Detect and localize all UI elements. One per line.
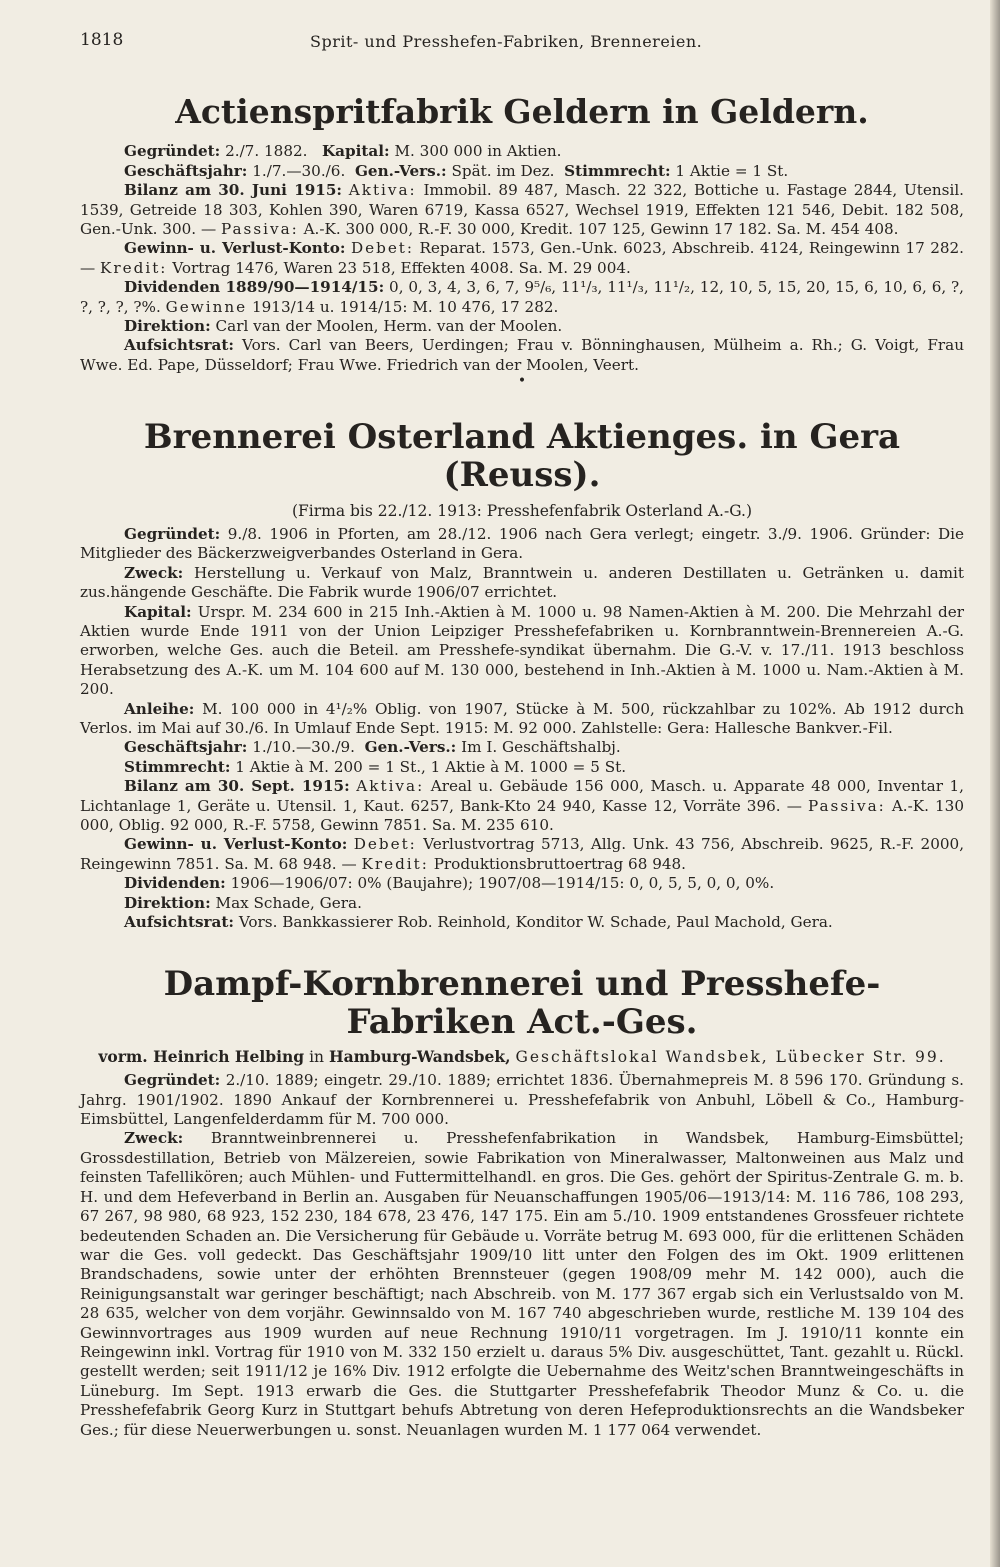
- dividends-text: 1906—1906/07: 0% (Baujahre); 1907/08—1914/15: 0, 0, 5, 5, 0, 0, 0%.: [230, 874, 775, 893]
- running-title: Sprit- und Presshefen-Fabriken, Brennereien.: [310, 32, 703, 51]
- liabilities-word: Passiva:: [807, 796, 886, 815]
- debit-text: Reparat. 1573, Gen.-Unk. 6023, Abschreib. 4124, Reingewinn 17 282. —: [80, 239, 965, 277]
- profits-text: 1913/14 u. 1914/15: M. 10 476, 17 282.: [251, 297, 559, 316]
- founded-text: 2./7. 1882.: [225, 142, 308, 161]
- credit-word: Kredit:: [100, 258, 168, 277]
- purpose: [80, 564, 964, 603]
- founding-info: [80, 1071, 964, 1129]
- board-of-directors: [80, 317, 964, 336]
- liabilities-text: A.-K. 130 000, Oblig. 92 000, R.-F. 5758, Gewinn 7851. Sa. M. 235 610.: [80, 796, 965, 835]
- profit-loss-label: Gewinn- u. Verlust-Konto:: [124, 239, 346, 258]
- dividends: [80, 874, 964, 893]
- liabilities-word: Passiva:: [220, 219, 299, 238]
- profit-loss-account: [80, 835, 964, 874]
- page-header: [80, 24, 964, 64]
- capital-label: Kapital:: [321, 142, 390, 161]
- fiscal-year-label: Geschäftsjahr:: [124, 161, 248, 180]
- voting-right: [80, 758, 964, 777]
- supervisory-text: Vors. Carl van Beers, Uerdingen; Frau v. Bönninghausen, Mülheim a. Rh.; G. Voigt, Frau Wwe. Ed. Pape, Düsseldorf; Frau Wwe. Friedrich van der Moolen, Veert.: [80, 336, 964, 374]
- capital-label: Kapital:: [124, 602, 192, 621]
- company-title: Brennerei Osterland Aktienges. in Gera (Reuss).: [143, 417, 901, 495]
- balance-sheet: [80, 181, 964, 239]
- bond-label: Anleihe:: [124, 699, 195, 718]
- profits-word: Gewinne: [165, 297, 248, 316]
- debit-text: Verlustvortrag 5713, Allg. Unk. 43 756, Abschreib. 9625, R.-F. 2000, Reingewinn 7851. Sa. M. 68 948. —: [80, 835, 965, 873]
- balance-label: Bilanz am 30. Juni 1915:: [124, 181, 343, 200]
- founding-line: [80, 142, 964, 161]
- capital-text: Urspr. M. 234 600 in 215 Inh.-Aktien à M. 1000 u. 98 Namen-Aktien à M. 200. Die Mehrzahl der Aktien wurde Ende 1911 von der Union Leipziger Presshefefabriken u. Kornbranntwein-Brennereien A.-G. erworben, welche Ges. auch die Beteil. am Presshefe-syndikat übernahm. Die G.-V. v. 17./11. 1913 beschloss Herabsetzung des A.-K. um M. 104 600 auf M. 130 000, bestehend in Inh.-Aktien à M. 1000 u. Nam.-Aktien à M. 200.: [80, 602, 964, 699]
- directors-text: Carl van der Moolen, Herm. van der Moolen.: [215, 316, 563, 335]
- founded-text: 2./10. 1889; eingetr. 29./10. 1889; errichtet 1836. Übernahmepreis M. 8 596 170. Gründung s. Jahrg. 1901/1902. 1890 Ankauf der Kornbrennerei u. Presshefefabrik von Anbuhl, Löbell & Co., Hamburg-Eimsbüttel, Langenfelderdamm für M. 700 000.: [80, 1071, 964, 1129]
- directors-label: Direktion:: [124, 316, 211, 335]
- purpose-label: Zweck:: [124, 1129, 184, 1148]
- former-name: (Firma bis 22./12. 1913: Presshefenfabrik Osterland A.-G.): [291, 501, 753, 520]
- bond-text: M. 100 000 in 4¹/₂% Oblig. von 1907, Stücke à M. 500, rückzahlbar zu 102%. Ab 1912 durch Verlos. im Mai auf 30./6. In Umlauf Ende Sept. 1915: M. 92 000. Zahlstelle: Gera: Hallesche Bankver.-Fil.: [80, 699, 965, 738]
- dividends-text: 0, 0, 3, 4, 3, 6, 7, 9⁵/₆, 11¹/₃, 11¹/₃, 11¹/₂, 12, 10, 5, 15, 20, 15, 6, 10, 6, 6, ?, ?, ?, ?, ?%.: [80, 278, 965, 316]
- purpose: [80, 1129, 964, 1440]
- voting-right-label: Stimmrecht:: [124, 757, 231, 776]
- company-title: Dampf-Kornbrennerei und Presshefe-Fabriken Act.-Ges.: [163, 964, 881, 1042]
- subtitle-in: in: [309, 1048, 325, 1067]
- assets-word: Aktiva:: [356, 777, 425, 796]
- voting-right-label: Stimmrecht:: [564, 161, 671, 180]
- bond: [80, 700, 964, 739]
- general-meeting-text: Spät. im Dez.: [451, 161, 555, 180]
- supervisory-label: Aufsichtsrat:: [124, 913, 234, 932]
- supervisory-board: [80, 336, 964, 375]
- supervisory-label: Aufsichtsrat:: [124, 336, 234, 355]
- purpose-label: Zweck:: [124, 563, 184, 582]
- fiscal-line: [80, 738, 964, 757]
- directors-text: Max Schade, Gera.: [215, 893, 362, 912]
- assets-text: Immobil. 89 487, Masch. 22 322, Bottiche u. Fastage 2844, Utensil. 1539, Getreide 18 303, Kohlen 390, Waren 6719, Kassa 6527, Wechsel 1919, Effekten 121 546, Debit. 182 508, Gen.-Unk. 300. —: [80, 181, 965, 238]
- company-entry-wandsbek: [80, 966, 964, 1440]
- purpose-text: Herstellung u. Verkauf von Malz, Branntwein u. anderen Destillaten u. Getränken u. damit zus.hängende Geschäfte. Die Fabrik wurde 1906/07 errichtet.: [80, 563, 965, 602]
- board-of-directors: [80, 894, 964, 913]
- business-address: Geschäftslokal Wandsbek, Lübecker Str. 99.: [515, 1048, 946, 1067]
- founded-label: Gegründet:: [124, 1071, 221, 1090]
- voting-right-text: 1 Aktie à M. 200 = 1 St., 1 Aktie à M. 1000 = 5 St.: [235, 757, 627, 776]
- company-location: Hamburg-Wandsbek,: [328, 1047, 511, 1067]
- founded-label: Gegründet:: [124, 524, 221, 543]
- company-title: Actienspritfabrik Geldern in Geldern.: [175, 92, 869, 131]
- supervisory-board: [80, 913, 964, 932]
- directors-label: Direktion:: [124, 893, 211, 912]
- founding-info: [80, 525, 964, 564]
- fiscal-year-label: Geschäftsjahr:: [124, 738, 248, 757]
- profit-loss-account: [80, 239, 964, 278]
- dividends-label: Dividenden 1889/90—1914/15:: [124, 278, 385, 297]
- general-meeting-text: Im I. Geschäftshalbj.: [461, 738, 621, 757]
- company-entry-geldern: [80, 92, 965, 390]
- purpose-text: Branntweinbrennerei u. Presshefenfabrikation in Wandsbek, Hamburg-Eimsbüttel; Grossdestillation, Betrieb von Mälzereien, sowie Fabrikation von Mineralwasser, Maltonweinen aus Malz und feinsten Tafellikören; auch Mühlen- und Futtermittelhandl. en gros. Die Ges. gehört der Spiritus-Zentrale G. m. b. H. und dem Hefeverband in Berlin an. Ausgaben für Neuanschaffungen 1905/06—1913/14: M. 116 786, 108 293, 67 267, 98 980, 68 923, 152 230, 184 678, 23 476, 147 175. Ein am 5./10. 1909 entstandenes Grossfeuer richtete bedeutenden Schaden an. Die Versicherung für Gebäude u. Vorräte betrug M. 693 000, für die erlittenen Schäden war die Ges. voll gedeckt. Das Geschäftsjahr 1909/10 litt unter den Folgen des im Okt. 1909 erlittenen Brandschadens, sowie unter der erhöhten Brennsteuer (gegen 1908/09 mehr M. 142 000), auch die Reinigungsanstalt war geringer beschäftigt; nach Abschreib. von M. 177 367 ergab sich ein Verlustsaldo von M. 28 635, welcher von dem vorjähr. Gewinnsaldo von M. 167 740 abgeschrieben wurde, restliche M. 139 104 des Gewinnvortrages aus 1909 wurden auf neue Rechnung 1910/11 vorgetragen. Im J. 1910/11 konnte ein Reingewinn inkl. Vortrag für 1910 von M. 332 150 erzielt u. daraus 5% Div. ausgeschüttet, Tant. gezahlt u. Rückl. gestellt werden; seit 1911/12 je 16% Div. 1912 erfolgte die Uebernahme des Weitz'schen Branntweingeschäfts in Lüneburg. Im Sept. 1913 erwarb die Ges. die Stuttgarter Presshefefabrik Theodor Munz & Co. u. die Presshefefabrik Georg Kurz in Stuttgart behufs Abtretung von deren Hefeproduktionsrechts an die Wandsbeker Ges.; für diese Neuerwerbungen u. sonst. Neuanlagen wurden M. 1 177 064 verwendet.: [80, 1129, 965, 1439]
- liabilities-text: A.-K. 300 000, R.-F. 30 000, Kredit. 107 125, Gewinn 17 182. Sa. M. 454 408.: [303, 219, 899, 238]
- entry-divider-dot: •: [517, 373, 527, 390]
- founded-text: 9./8. 1906 in Pforten, am 28./12. 1906 nach Gera verlegt; eingetr. 3./9. 1906. Gründer: Die Mitglieder des Bäckerzweigverbandes Osterland in Gera.: [80, 524, 964, 563]
- company-entry-osterland: [80, 419, 964, 932]
- assets-text: Areal u. Gebäude 156 000, Masch. u. Apparate 48 000, Inventar 1, Lichtanlage 1, Geräte u. Utensil. 1, Kaut. 6257, Bank-Kto 24 940, Kasse 12, Vorräte 396. —: [80, 777, 965, 815]
- capital: [80, 603, 964, 700]
- supervisory-text: Vors. Bankkassierer Rob. Reinhold, Konditor W. Schade, Paul Machold, Gera.: [238, 913, 833, 932]
- dividends: [80, 278, 964, 317]
- debit-word: Debet:: [350, 239, 415, 258]
- fiscal-year-text: 1./10.—30./9.: [252, 738, 355, 757]
- balance-label: Bilanz am 30. Sept. 1915:: [124, 777, 350, 796]
- former-owner: vorm. Heinrich Helbing: [98, 1047, 305, 1067]
- profit-loss-label: Gewinn- u. Verlust-Konto:: [124, 835, 348, 854]
- balance-sheet: [80, 777, 964, 835]
- page-edge-shadow: [990, 0, 1000, 1567]
- credit-text: Produktionsbruttoertrag 68 948.: [433, 854, 687, 873]
- general-meeting-label: Gen.-Vers.:: [364, 738, 457, 757]
- credit-word: Kredit:: [361, 854, 429, 873]
- founded-label: Gegründet:: [124, 142, 221, 161]
- fiscal-line: [80, 162, 964, 181]
- general-meeting-label: Gen.-Vers.:: [354, 161, 447, 180]
- company-subtitle: [80, 1047, 964, 1067]
- capital-text: M. 300 000 in Aktien.: [394, 142, 562, 161]
- assets-word: Aktiva:: [348, 181, 417, 200]
- voting-right-text: 1 Aktie = 1 St.: [675, 161, 789, 180]
- credit-text: Vortrag 1476, Waren 23 518, Effekten 4008. Sa. M. 29 004.: [172, 258, 631, 277]
- fiscal-year-text: 1./7.—30./6.: [252, 161, 346, 180]
- page-number: 1818: [80, 30, 124, 50]
- dividends-label: Dividenden:: [124, 874, 226, 893]
- debit-word: Debet:: [353, 835, 417, 854]
